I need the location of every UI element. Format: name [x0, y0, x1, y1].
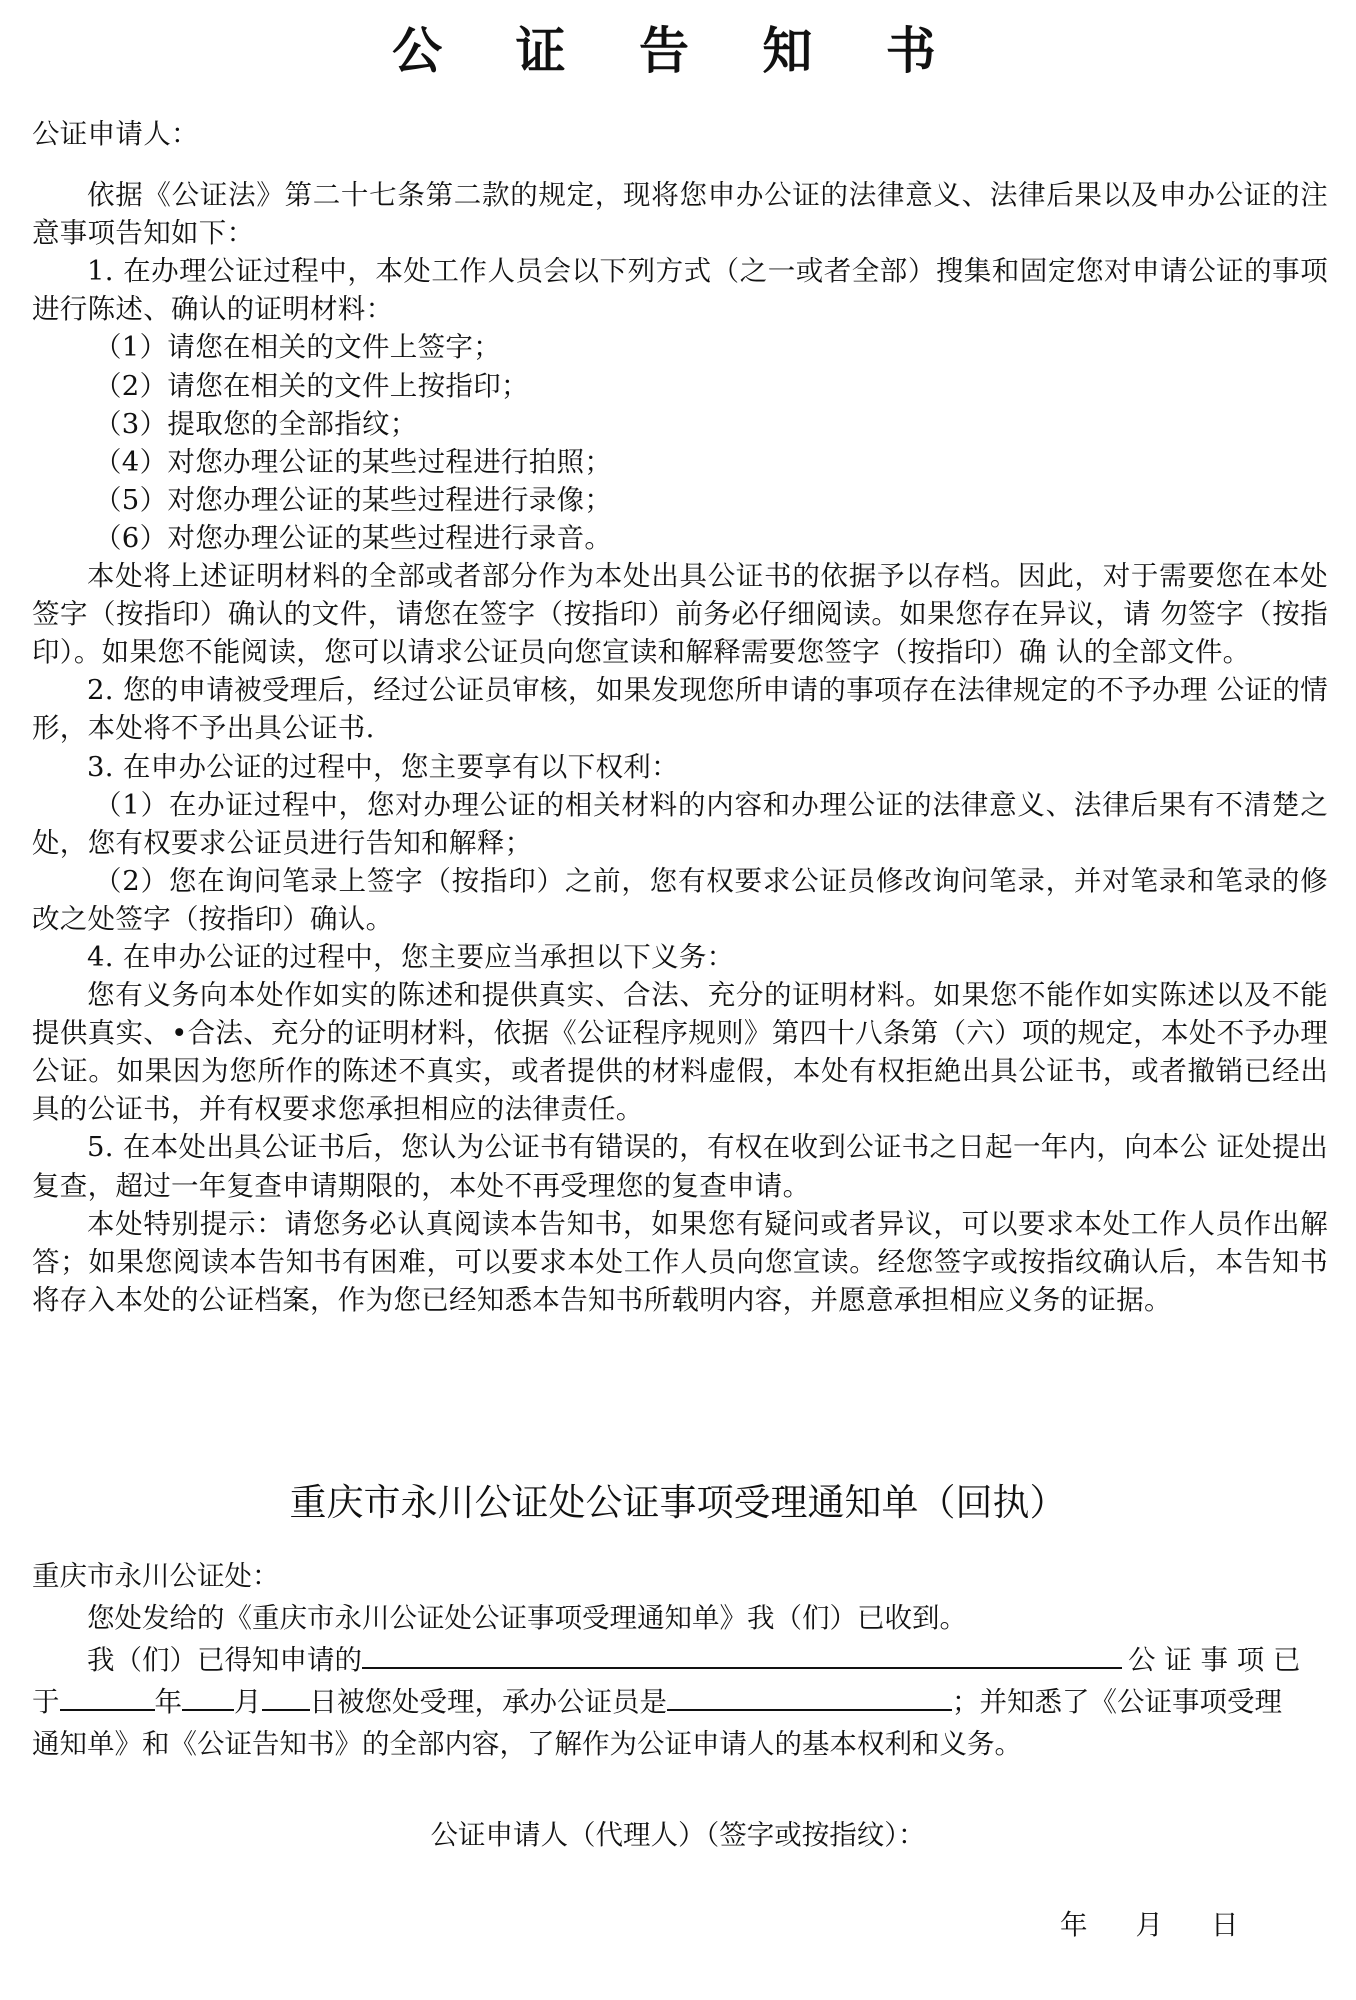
method-item: （2）请您在相关的文件上按指印； — [94, 369, 529, 402]
day-blank-field[interactable] — [262, 1681, 310, 1711]
method-item: （1）请您在相关的文件上签字； — [94, 331, 501, 364]
archive-note: 本处将上述证明材料的全部或者部分作为本处出具公证书的依据予以存档。因此，对于需要您在本处签字（按指印）确认的文件，请您在签字（按指印）前务必仔细阅读。如果您存在异议，请 勿签字（按指印）。如果您不能阅读，您可以请求公证员向您宣读和解释需要您签字（按指印）确 认的全部文件。 — [32, 560, 1328, 669]
right-item: （1）在办证过程中，您对办理公证的相关材料的内容和办理公证的法律意义、法律后果有不清楚之处，您有权要求公证员进行告知和解释； — [32, 788, 1328, 859]
date-day-label: 日 — [1211, 1909, 1239, 1941]
item-2: 2. 您的申请被受理后，经过公证员审核，如果发现您所申请的事项存在法律规定的不予办理 公证的情形，本处将不予出具公证书. — [32, 674, 1328, 745]
item-3: 3. 在申办公证的过程中，您主要享有以下权利： — [87, 750, 679, 783]
year-blank-field[interactable] — [60, 1681, 155, 1711]
method-item: （5）对您办理公证的某些过程进行录像； — [94, 483, 613, 516]
method-item: （3）提取您的全部指纹； — [94, 407, 418, 440]
receipt-section — [32, 1555, 1328, 1765]
greeting: 公证申请人： — [32, 118, 199, 150]
method-item: （6）对您办理公证的某些过程进行录音。 — [94, 521, 613, 554]
matter-blank-field[interactable] — [362, 1639, 1122, 1669]
date-month-label: 月 — [1135, 1909, 1163, 1941]
receipt-date-line — [32, 1681, 1328, 1723]
month-blank-field[interactable] — [182, 1681, 234, 1711]
date-year-label: 年 — [1060, 1909, 1088, 1941]
signature-date — [1060, 1905, 1287, 1945]
item-5: 5. 在本处出具公证书后，您认为公证书有错误的，有权在收到公证书之日起一年内，向本公 证处提出复查，超过一年复查申请期限的，本处不再受理您的复查申请。 — [32, 1131, 1328, 1202]
known-prefix: 我（们）已得知申请的 — [87, 1644, 362, 1676]
year-label: 年 — [154, 1686, 182, 1718]
known-suffix: 公 证 事 项 已 — [1128, 1644, 1301, 1676]
receipt-known-line — [32, 1639, 1328, 1681]
receipt-title: 重庆市永川公证处公证事项受理通知单（回执） — [289, 1481, 1067, 1524]
receipt-addressee: 重庆市永川公证处： — [32, 1560, 280, 1592]
receipt-received: 您处发给的《重庆市永川公证处公证事项受理通知单》我（们）已收到。 — [87, 1602, 967, 1634]
item-1: 1. 在办理公证过程中，本处工作人员会以下列方式（之一或者全部）搜集和固定您对申请公证的事项进行陈述、确认的证明材料： — [32, 255, 1328, 326]
signature-label: 公证申请人（代理人）（签字或按指纹）： — [430, 1819, 926, 1851]
page-title: 公 证 告 知 书 — [392, 21, 964, 80]
duty-text: 您有义务向本处作如实的陈述和提供真实、合法、充分的证明材料。如果您不能作如实陈述以及不能提供真实、•合法、充分的证明材料，依据《公证程序规则》第四十八条第（六）项的规定，本处不予办理公证。如果因为您所作的陈述不真实，或者提供的材料虚假，本处有权拒絶出具公证书，或者撤销已经出具的公证书，并有权要求您承担相应的法律责任。 — [32, 979, 1328, 1126]
day-text: 日被您处受理，承办公证员是 — [309, 1686, 667, 1718]
right-item: （2）您在询问笔录上签字（按指印）之前，您有权要求公证员修改询问笔录，并对笔录和笔录的修改之处签字（按指印）确认。 — [32, 864, 1328, 935]
item-4: 4. 在申办公证的过程中，您主要应当承担以下义务： — [87, 940, 735, 973]
receipt-tail: ；并知悉了《公证事项受理 — [952, 1686, 1282, 1718]
date-prefix: 于 — [32, 1686, 60, 1718]
special-note: 本处特别提示：请您务必认真阅读本告知书，如果您有疑问或者异议，可以要求本处工作人员作出解答；如果您阅读本告知书有困难，可以要求本处工作人员向您宣读。经您签字或按指纹确认后，本告知书将存入本处的公证档案，作为您已经知悉本告知书所载明内容，并愿意承担相应义务的证据。 — [32, 1207, 1328, 1316]
method-item: （4）对您办理公证的某些过程进行拍照； — [94, 445, 613, 478]
notary-blank-field[interactable] — [667, 1681, 952, 1711]
receipt-last-line: 通知单》和《公证告知书》的全部内容，了解作为公证申请人的基本权利和义务。 — [32, 1728, 1022, 1760]
notice-body — [32, 115, 1328, 1319]
month-label: 月 — [234, 1686, 262, 1718]
intro-paragraph: 依据《公证法》第二十七条第二款的规定，现将您申办公证的法律意义、法律后果以及申办公证的注意事项告知如下： — [32, 179, 1328, 250]
